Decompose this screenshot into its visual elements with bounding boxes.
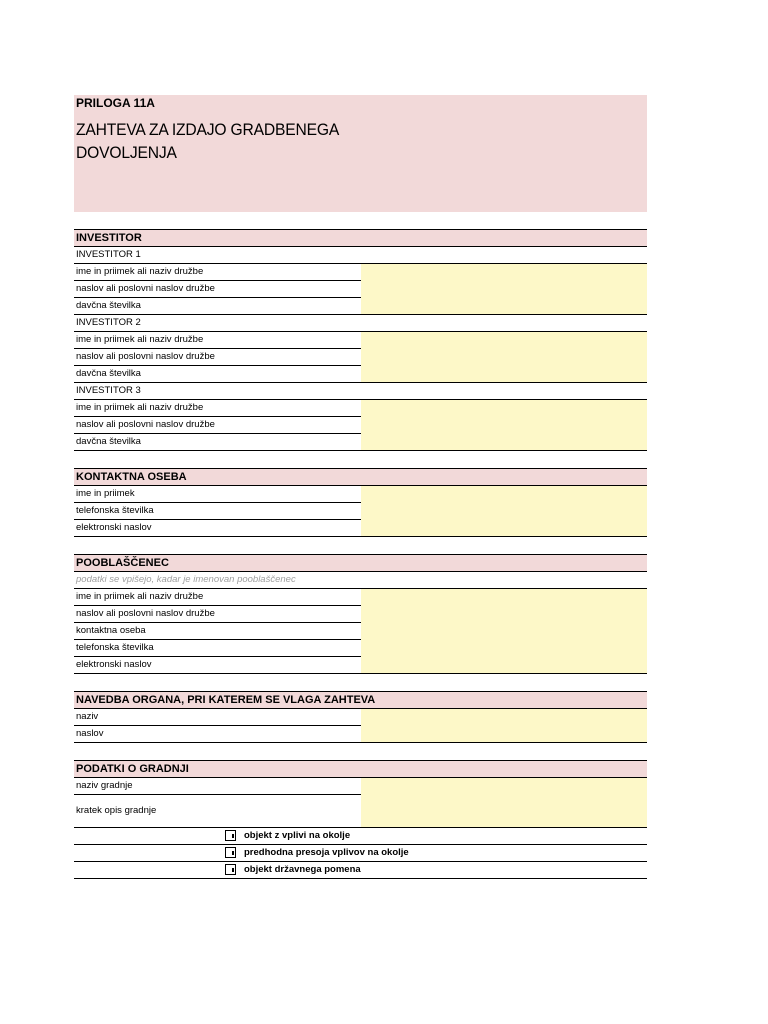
field-label: telefonska številka bbox=[74, 640, 361, 657]
field-label: ime in priimek ali naziv družbe bbox=[74, 589, 361, 606]
contact-phone-field[interactable] bbox=[361, 503, 648, 520]
checkbox-prior-assessment[interactable] bbox=[225, 847, 236, 858]
investor-2-tax-field[interactable] bbox=[361, 366, 648, 383]
field-label: naslov ali poslovni naslov družbe bbox=[74, 417, 361, 434]
authority-address-field[interactable] bbox=[361, 726, 648, 743]
section-title-construction: PODATKI O GRADNJI bbox=[74, 761, 647, 778]
section-title-authority: NAVEDBA ORGANA, PRI KATEREM SE VLAGA ZAHTEVA bbox=[74, 692, 647, 709]
checkbox-label: objekt z vplivi na okolje bbox=[242, 828, 647, 845]
form-page bbox=[74, 95, 647, 879]
field-label: naslov ali poslovni naslov družbe bbox=[74, 281, 361, 298]
checkbox-label: predhodna presoja vplivov na okolje bbox=[242, 845, 647, 862]
investor-1-name-field[interactable] bbox=[361, 264, 648, 281]
field-label: davčna številka bbox=[74, 434, 361, 451]
investor-2-label: INVESTITOR 2 bbox=[74, 315, 647, 332]
field-label: elektronski naslov bbox=[74, 520, 361, 537]
investor-1-address-field[interactable] bbox=[361, 281, 648, 298]
proxy-note: podatki se vpišejo, kadar je imenovan pooblaščenec bbox=[74, 572, 647, 589]
investor-3-tax-field[interactable] bbox=[361, 434, 648, 451]
form-title-line2: DOVOLJENJA bbox=[76, 143, 177, 162]
field-label: naslov ali poslovni naslov družbe bbox=[74, 606, 361, 623]
field-label: davčna številka bbox=[74, 366, 361, 383]
contact-email-field[interactable] bbox=[361, 520, 648, 537]
proxy-section bbox=[74, 554, 647, 674]
field-label: ime in priimek bbox=[74, 486, 361, 503]
proxy-phone-field[interactable] bbox=[361, 640, 648, 657]
section-title-proxy: POOBLAŠČENEC bbox=[74, 555, 647, 572]
form-title bbox=[76, 118, 339, 164]
construction-name-field[interactable] bbox=[361, 778, 648, 795]
form-title-line1: ZAHTEVA ZA IZDAJO GRADBENEGA bbox=[76, 120, 340, 139]
proxy-email-field[interactable] bbox=[361, 657, 648, 674]
investor-1-tax-field[interactable] bbox=[361, 298, 648, 315]
investor-2-name-field[interactable] bbox=[361, 332, 648, 349]
field-label: naziv gradnje bbox=[74, 778, 361, 795]
checkbox-national-importance[interactable] bbox=[225, 864, 236, 875]
annex-label: PRILOGA 11A bbox=[76, 96, 155, 110]
proxy-name-field[interactable] bbox=[361, 589, 648, 606]
construction-checkboxes bbox=[74, 828, 647, 879]
construction-section bbox=[74, 760, 647, 828]
contact-name-field[interactable] bbox=[361, 486, 648, 503]
investor-3-name-field[interactable] bbox=[361, 400, 648, 417]
investor-3-address-field[interactable] bbox=[361, 417, 648, 434]
investor-section bbox=[74, 229, 647, 451]
field-label: davčna številka bbox=[74, 298, 361, 315]
contact-section bbox=[74, 468, 647, 537]
field-label: kratek opis gradnje bbox=[74, 795, 361, 828]
investor-2-address-field[interactable] bbox=[361, 349, 648, 366]
form-header bbox=[74, 95, 647, 212]
field-label: kontaktna oseba bbox=[74, 623, 361, 640]
field-label: ime in priimek ali naziv družbe bbox=[74, 400, 361, 417]
field-label: naslov ali poslovni naslov družbe bbox=[74, 349, 361, 366]
field-label: ime in priimek ali naziv družbe bbox=[74, 332, 361, 349]
investor-3-label: INVESTITOR 3 bbox=[74, 383, 647, 400]
field-label: naslov bbox=[74, 726, 361, 743]
field-label: elektronski naslov bbox=[74, 657, 361, 674]
proxy-contact-field[interactable] bbox=[361, 623, 648, 640]
section-title-contact: KONTAKTNA OSEBA bbox=[74, 469, 647, 486]
authority-name-field[interactable] bbox=[361, 709, 648, 726]
section-title-investor: INVESTITOR bbox=[74, 230, 647, 247]
investor-1-label: INVESTITOR 1 bbox=[74, 247, 647, 264]
checkbox-environmental-impact[interactable] bbox=[225, 830, 236, 841]
field-label: telefonska številka bbox=[74, 503, 361, 520]
checkbox-label: objekt državnega pomena bbox=[242, 862, 647, 879]
proxy-address-field[interactable] bbox=[361, 606, 648, 623]
construction-description-field[interactable] bbox=[361, 795, 648, 828]
field-label: ime in priimek ali naziv družbe bbox=[74, 264, 361, 281]
field-label: naziv bbox=[74, 709, 361, 726]
authority-section bbox=[74, 691, 647, 743]
